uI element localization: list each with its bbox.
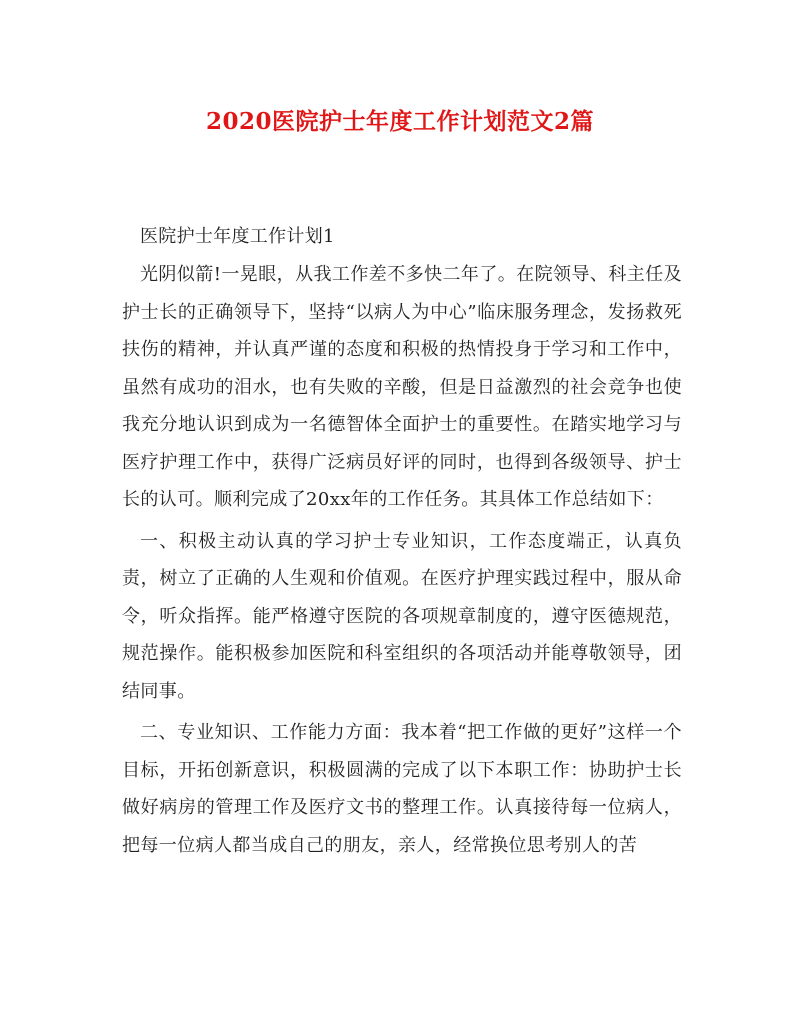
paragraph: 一、积极主动认真的学习护士专业知识，工作态度端正，认真负责，树立了正确的人生观和价值观。在医疗护理实践过程中，服从命令，听众指挥。能严格遵守医院的各项规章制度的，遵守医德规范，规范操作。能积极参加医院和科室组织的各项活动并能尊敬领导，团结同事。 xyxy=(122,530,682,702)
document-title: 2020医院护士年度工作计划范文2篇 xyxy=(205,108,595,135)
document-body xyxy=(122,218,682,864)
section-heading: 医院护士年度工作计划1 xyxy=(140,226,335,247)
paragraph: 二、专业知识、工作能力方面：我本着“把工作做的更好”这样一个目标，开拓创新意识，积极圆满的完成了以下本职工作：协助护士长做好病房的管理工作及医疗文书的整理工作。认真接待每一位病人，把每一位病人都当成自己的朋友，亲人，经常换位思考别人的苦 xyxy=(122,722,682,856)
paragraph: 光阴似箭!一晃眼，从我工作差不多快二年了。在院领导、科主任及护士长的正确领导下，坚持“以病人为中心”临床服务理念，发扬救死扶伤的精神，并认真严谨的态度和积极的热情投身于学习和工作中，虽然有成功的泪水，也有失败的辛酸，但是日益激烈的社会竞争也使我充分地认识到成为一名德智体全面护士的重要性。在踏实地学习与医疗护理工作中，获得广泛病员好评的同时，也得到各级领导、护士长的认可。顺利完成了20xx年的工作任务。其具体工作总结如下： xyxy=(122,264,682,510)
